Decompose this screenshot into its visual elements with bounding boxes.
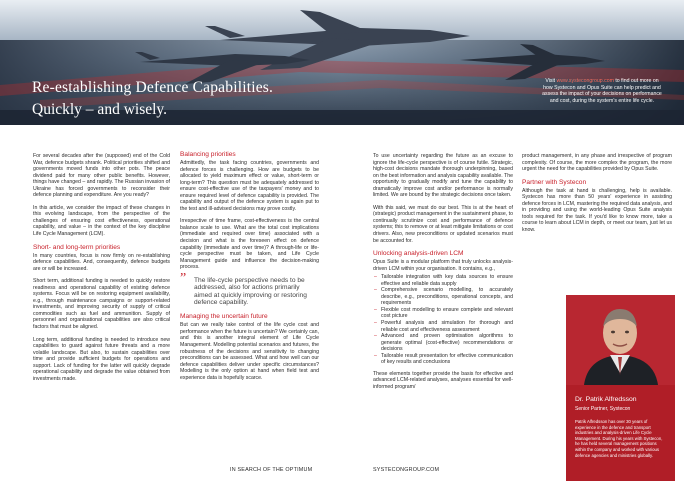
- feature-list: [373, 274, 513, 366]
- pull-quote: [180, 270, 319, 307]
- column-2: [180, 151, 319, 387]
- paragraph: These elements together provide the basis for effective and advanced LCM-related analyses, analyses essential for well-informed program/: [373, 370, 513, 390]
- list-item: – Flexible cost modelling to ensure complete and relevant cost picture: [381, 307, 513, 320]
- visit-prefix: Visit: [545, 78, 557, 84]
- website-link[interactable]: www.systecongroup.com: [556, 78, 614, 84]
- paragraph: Opus Suite is a modular platform that truly unlocks analysis-driven LCM within your organisation. It contains, e.g.,: [373, 259, 513, 272]
- list-item: – Advanced and proven optimisation algorithms to generate optimal (cost-effective) recommendations or decisions: [381, 333, 513, 353]
- paragraph: But can we really take control of the life cycle cost and performance when the future is uncertain? We certainly can, and this is another integral element of Life Cycle Management. Modelling potential scenarios and futures, the robustness of the decisions and sensitivity to changing preconditions can be assessed. What and how well can our defence capabilities deliver under specific circumstances? Modelling is the only option at hand when field test and experience data is hopefully scarce.: [180, 322, 319, 381]
- column-4: [522, 153, 672, 239]
- paragraph: Admittedly, the task facing countries, governments and defence forces is challenging. How are budgets to be allocated to yield maximum effect or value, short-term or long-term? This question must be adequately addressed to ensure cost-effective use of the taxpayers' money and to ensure required level of defence capability is provided. The capability and output of the defence system is again put to the test and ill-advised decisions may prove costly.: [180, 160, 319, 212]
- paragraph: Short term, additional funding is needed to quickly restore readiness and operational capability of existing defence systems. Focus will be on restoring equipment availability, e.g., through maintenance campaigns or support-related investments, and improving security of supply of critical commodities such as fuel and ammunition. Supply of personnel and organisational capabilities are also critical factors that must be aligned.: [33, 278, 170, 331]
- author-role: Senior Partner, Systecon: [575, 406, 631, 412]
- intro-paragraph: For several decades after the (supposed) end of the Cold War, defence budgets shrank. Political priorities shifted and governments moved funds into other pots. The peace dividend paid for many other public benefits. However, things have changed – and rapidly. The Russian invasion of Ukraine has forced governments to reconsider their defence planning and expenditure. Are you ready?: [33, 153, 170, 199]
- paragraph: Long term, additional funding is needed to introduce new capabilities to guard against future threats and a more volatile landscape. But also, to sustain capabilities over time and provide sufficient budgets for operations and support. Lack of funding for the latter will quickly degrade operational capability and degrade the value obtained from investments made.: [33, 336, 170, 382]
- author-name: Dr. Patrik Alfredsson: [575, 396, 637, 403]
- footer-website[interactable]: SYSTECONGROUP.COM: [373, 467, 440, 473]
- pull-quote-text: The life-cycle perspective needs to be addressed, also for actions primarily aimed at quickly improving or restoring defence capability.: [194, 276, 307, 306]
- author-card: [566, 295, 675, 481]
- hero-banner: [0, 0, 684, 125]
- heading-partner: Partner with Systecon: [522, 178, 587, 186]
- paragraph: To use uncertainty regarding the future as an excuse to ignore the life-cycle perspective is of course futile. Strategic, high-cost decisions mandate thorough underpinning, based on the best information and analysis capability available. The opportunity to gradually modify and tune the capability to dramatically improve cost and/or performance is normally limited. We are bound by the strategic decisions once taken.: [373, 153, 513, 199]
- paragraph: In many countries, focus is now firmly on re-establishing defence capabilities. And, consequently, defence budgets are or will be increased.: [33, 252, 170, 272]
- paragraph: Although the task at hand is challenging, help is available. Systecon has more than 50 years' experience in assisting defence forces in LCM, mastering the required data analysis, and in providing and using the world-leading Opus Suite analysis tools required for the task. If you'd like to know more, take a course to learn about LCM in depth, or meet our team, just let us know.: [522, 187, 672, 233]
- paragraph: With this said, we must do our best. This is at the heart of (strategic) product management in the sustainment phase, to continually scrutinize cost and performance of defence systems; this to remove or at least mitigate limitations or cost drivers. Also, new preconditions or updated scenarios must be accounted for.: [373, 204, 513, 244]
- column-3: [373, 153, 513, 397]
- visit-blurb: [542, 78, 662, 104]
- paragraph: Irrespective of time frame, cost-effectiveness is the central balance scale to use. What are the total cost implications (immediate and required over time) associated with a decision and what is the foreseen effect on defence capability (immediate and over time)? A through-life or life-cycle perspective must be taken, and Life Cycle Management guide and influence the decision-making process.: [180, 218, 319, 271]
- portrait-image: [566, 295, 675, 385]
- footer-section-title: IN SEARCH OF THE OPTIMUM: [230, 467, 313, 473]
- subheadline: Quickly – and wisely.: [32, 101, 168, 118]
- quote-mark-icon: ”: [180, 270, 187, 286]
- visit-rest: to find out more on how Systecon and Opus Suite can help predict and assess the impact of your decisions on performance and cost, during the system's entire life cycle.: [542, 78, 662, 104]
- heading-balancing: Balancing priorities: [180, 151, 236, 158]
- author-bio: Patrik Alfredsson has over 30 years of experience in the defence and transport industries and analysis-driven Life Cycle Management. During his years with Systecon, he has held several management positions within the company and worked with various defence agencies and ministries globally.: [575, 419, 663, 458]
- column-1: [33, 153, 170, 388]
- paragraph: product management, in any phase and irrespective of program complexity. Of course, the more complex the program, the more urgent the need for the capabilities provided by Opus Suite.: [522, 153, 672, 173]
- article-scope-paragraph: In this article, we consider the impact of these changes in this evolving landscape, from the perspective of the challenges of ensuring cost effectiveness, operational capability, and value – in the context of the key discipline Life Cycle Management (LCM).: [33, 204, 170, 238]
- list-item: – Tailorable integration with key data sources to ensure effective and reliable data supply: [381, 274, 513, 287]
- author-photo: [566, 295, 675, 385]
- heading-unlocking: Unlocking analysis-driven LCM: [373, 250, 464, 258]
- headline: Re-establishing Defence Capabilities.: [32, 79, 274, 96]
- heading-uncertain-future: Managing the uncertain future: [180, 313, 268, 321]
- list-item: – Powerful analysis and simulation for thorough and reliable cost and effectiveness assessment: [381, 320, 513, 333]
- list-item: – Tailorable result presentation for effective communication of key results and conclusions: [381, 353, 513, 366]
- heading-priorities: Short- and long-term priorities: [33, 243, 121, 251]
- list-item: – Comprehensive scenario modelling, to accurately describe, e.g., preconditions, operational concepts, and requirements: [381, 287, 513, 307]
